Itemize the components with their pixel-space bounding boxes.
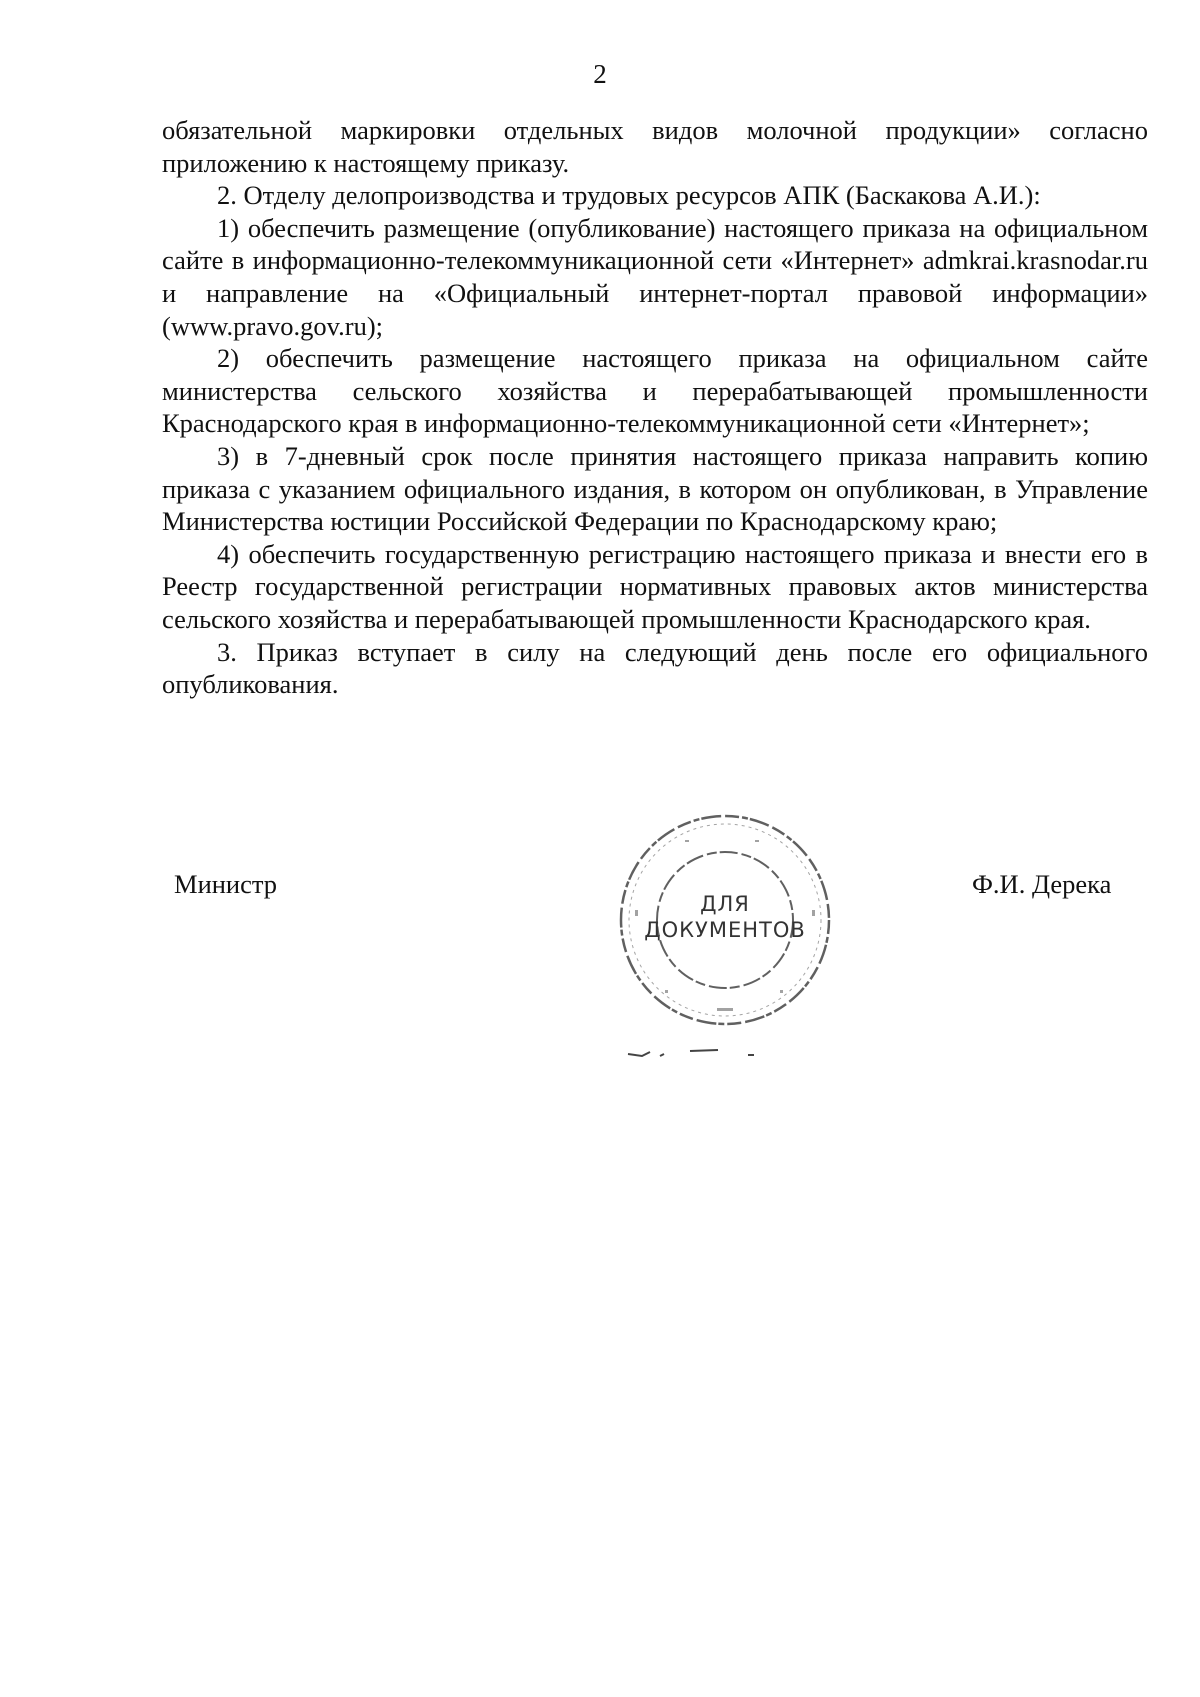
stamp-text-line1: ДЛЯ: [700, 892, 750, 916]
paragraph-4: 2) обеспечить размещение настоящего приказа на официальном сайте министерства сельского хозяйства и перерабатывающей промышленности Краснодарского края в информационно-телекоммуникационной сети «Интернет»;: [162, 343, 1148, 439]
paragraph-6: 4) обеспечить государственную регистрацию настоящего приказа и внести его в Реестр государственной регистрации нормативных правовых актов министерства сельского хозяйства и перерабатывающей промышленности Краснодарского края.: [162, 538, 1148, 634]
stamp-text-line2: ДОКУМЕНТОВ: [644, 918, 806, 942]
paragraph-7: 3. Приказ вступает в силу на следующий день после его официального опубликования.: [162, 636, 1148, 700]
paragraph-5: 3) в 7-дневный срок после принятия настоящего приказа направить копию приказа с указанием официального издания, в котором он опубликован, в Управление Министерства юстиции Российской Федерации по Краснодарскому краю;: [162, 440, 1148, 537]
official-stamp: [605, 800, 845, 1040]
document-body: [162, 114, 1148, 701]
page-number: 2: [593, 59, 607, 89]
paragraph-1: обязательной маркировки отдельных видов молочной продукции» согласно приложению к настоящему приказу.: [162, 115, 1148, 178]
scan-artifact-marks: [620, 1046, 780, 1060]
signatory-name: Ф.И. Дерека: [972, 869, 1112, 899]
signature-title: Министр: [174, 869, 278, 899]
paragraph-2: 2. Отделу делопроизводства и трудовых ресурсов АПК (Баскакова А.И.):: [217, 180, 1041, 211]
paragraph-3: 1) обеспечить размещение (опубликование) настоящего приказа на официальном сайте в информационно-телекоммуникационной сети «Интернет» admkrai.krasnodar.ru и направление на «Официальный интернет-портал правовой информации» (www.pravo.gov.ru);: [162, 212, 1148, 341]
